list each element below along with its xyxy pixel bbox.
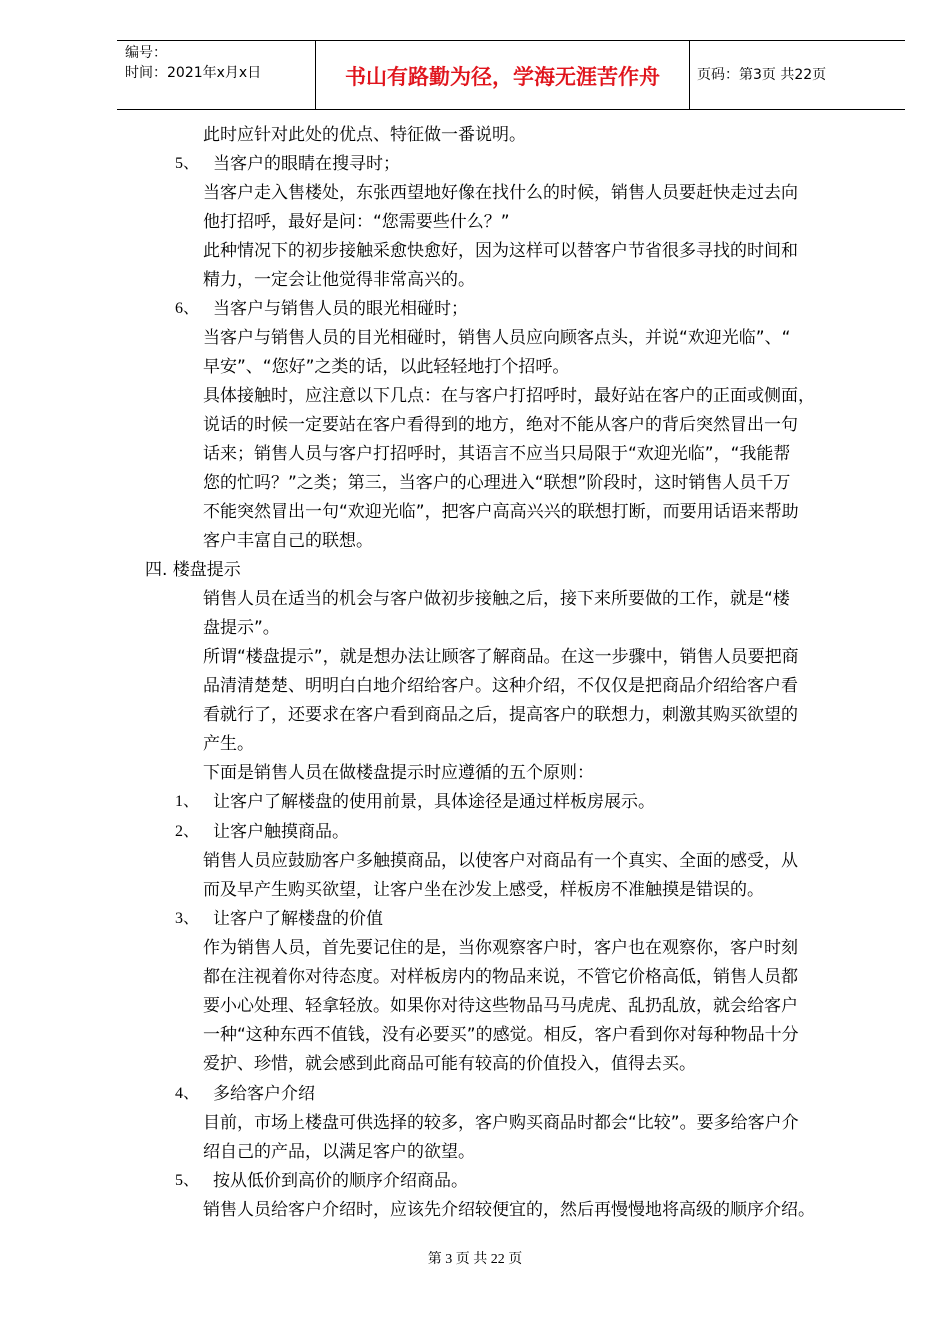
body-line: 品清清楚楚、明明白白地介绍给客户。这种介绍，不仅仅是把商品介绍给客户看 (203, 676, 798, 696)
body-line: 都在注视着你对待态度。对样板房内的物品来说，不管它价格高低，销售人员都 (203, 967, 798, 987)
list-number: 5、 (175, 155, 200, 172)
time-label: 时间：2021年x月x日 (125, 65, 262, 81)
body-line: 而及早产生购买欲望，让客户坐在沙发上感受，样板房不准触摸是错误的。 (203, 880, 764, 900)
list-number: 4、 (175, 1085, 200, 1102)
body-line: 销售人员应鼓励客户多触摸商品，以使客户对商品有一个真实、全面的感受，从 (203, 851, 798, 871)
body-line: 当客户与销售人员的目光相碰时，销售人员应向顾客点头，并说“欢迎光临”、“ (203, 328, 791, 348)
body-line: 盘提示”。 (203, 618, 280, 638)
body-line: 产生。 (203, 734, 254, 754)
motto-text: 书山有路勤为径，学海无涯苦作舟 (345, 64, 660, 89)
list-number: 3、 (175, 910, 200, 927)
body-line: 看就行了，还要求在客户看到商品之后，提高客户的联想力，刺激其购买欲望的 (203, 705, 798, 725)
body-line: 一种“这种东西不值钱，没有必要买”的感觉。相反，客户看到你对每种物品十分 (203, 1025, 799, 1045)
body-line: 销售人员在适当的机会与客户做初步接触之后，接下来所要做的工作，就是“楼 (203, 589, 790, 609)
body-line: 说话的时候一定要站在客户看得到的地方，绝对不能从客户的背后突然冒出一句 (203, 415, 798, 435)
page-label: 页码：第3页 共22页 (697, 67, 827, 83)
body-line: 不能突然冒出一句“欢迎光临”，把客户高高兴兴的联想打断，而要用话语来帮助 (203, 502, 799, 522)
header-meta (117, 41, 315, 109)
body-line: 他打招呼，最好是问：“您需要些什么？” (203, 212, 510, 232)
list-item-heading: 当客户的眼睛在搜寻时； (213, 154, 400, 174)
list-number: 6、 (175, 300, 200, 317)
header-page-cell (689, 41, 905, 109)
page-footer: 第 3 页 共 22 页 (427, 1252, 523, 1267)
list-item-heading: 让客户了解楼盘的使用前景，具体途径是通过样板房展示。 (213, 792, 655, 812)
body-line: 要小心处理、轻拿轻放。如果你对待这些物品马马虎虎、乱扔乱放，就会给客户 (203, 996, 798, 1016)
body-line: 您的忙吗？”之类；第三，当客户的心理进入“联想”阶段时，这时销售人员千万 (203, 473, 791, 493)
body-line: 精力，一定会让他觉得非常高兴的。 (203, 270, 475, 290)
header-motto-cell (315, 41, 690, 109)
body-line: 下面是销售人员在做楼盘提示时应遵循的五个原则： (203, 763, 594, 783)
list-number: 2、 (175, 823, 200, 840)
body-line: 当客户走入售楼处，东张西望地好像在找什么的时候，销售人员要赶快走过去向 (203, 183, 798, 203)
list-item-heading: 按从低价到高价的顺序介绍商品。 (213, 1171, 468, 1191)
body-line: 所谓“楼盘提示”，就是想办法让顾客了解商品。在这一步骤中，销售人员要把商 (203, 647, 799, 667)
body-line: 爱护、珍惜，就会感到此商品可能有较高的价值投入，值得去买。 (203, 1054, 696, 1074)
list-item-heading: 多给客户介绍 (213, 1084, 315, 1104)
list-item-heading: 让客户触摸商品。 (213, 822, 349, 842)
body-line: 话来；销售人员与客户打招呼时，其语言不应当只局限于“欢迎光临”，“我能帮 (203, 444, 791, 464)
body-line: 早安”、“您好”之类的话，以此轻轻地打个招呼。 (203, 357, 570, 377)
body-line: 绍自己的产品，以满足客户的欲望。 (203, 1142, 475, 1162)
body-line: 目前，市场上楼盘可供选择的较多，客户购买商品时都会“比较”。要多给客户介 (203, 1113, 799, 1133)
body-line: 此种情况下的初步接触采愈快愈好，因为这样可以替客户节省很多寻找的时间和 (203, 241, 798, 261)
body-line: 作为销售人员，首先要记住的是，当你观察客户时，客户也在观察你，客户时刻 (203, 938, 798, 958)
page-header (117, 40, 905, 110)
section-heading: 四. 楼盘提示 (145, 560, 241, 580)
body-line: 此时应针对此处的优点、特征做一番说明。 (203, 125, 526, 145)
serial-label: 编号： (125, 45, 167, 61)
body-line: 销售人员给客户介绍时，应该先介绍较便宜的，然后再慢慢地将高级的顺序介绍。 (203, 1200, 815, 1220)
body-line: 客户丰富自己的联想。 (203, 531, 373, 551)
list-item-heading: 当客户与销售人员的眼光相碰时； (213, 299, 468, 319)
list-item-heading: 让客户了解楼盘的价值 (213, 909, 383, 929)
list-number: 5、 (175, 1172, 200, 1189)
list-number: 1、 (175, 793, 200, 810)
body-line: 具体接触时，应注意以下几点：在与客户打招呼时，最好站在客户的正面或侧面， (203, 386, 815, 406)
